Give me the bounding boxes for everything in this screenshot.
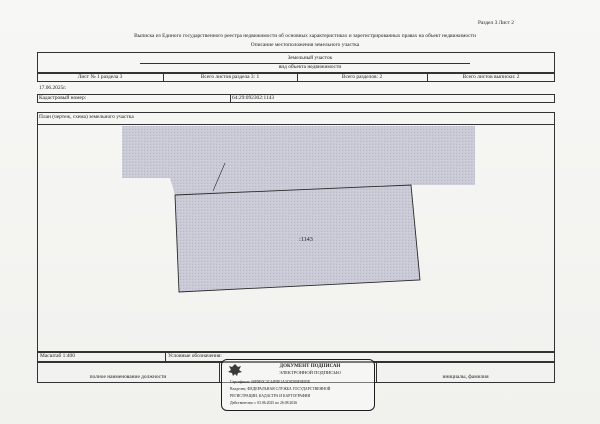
total-sections: Всего разделов: 2 [341, 74, 383, 80]
stamp-validity: Действителен: с 03.06.2025 по 26.08.2026 [230, 401, 298, 405]
stamp-title: ДОКУМЕНТ ПОДПИСАН [279, 364, 341, 369]
position-caption: полное наименование должности [89, 374, 167, 380]
document-subtitle: Описание местоположения земельного участка [250, 42, 360, 48]
object-type: Земельный участок [287, 55, 333, 61]
stamp-certificate: Сертификат: 00F8E0C3C44F8F1A3C9D80F0E85E [230, 380, 311, 384]
name-caption: инициалы, фамилия [442, 374, 489, 380]
sheet-number: Лист № 1 раздела 3 [77, 74, 123, 80]
legend-label: Условные обозначения: [168, 353, 222, 359]
parcel-label: :1143 [299, 236, 313, 243]
emblem-icon [226, 362, 244, 378]
total-sheets-extract: Всего листов выписки: 2 [462, 74, 520, 80]
electronic-signature-stamp [221, 359, 375, 411]
parcel-polygon [175, 185, 420, 292]
scale: Масштаб 1:400 [40, 353, 75, 359]
document-title: Выписка из Единого государственного реестра недвижимости об основных характеристиках и зарегистрированных правах на объект недвижимости [134, 33, 476, 39]
extract-date: 17.06.2025г. [39, 85, 67, 91]
total-sheets-section: Всего листов раздела 3: 1 [200, 74, 260, 80]
scale-divider [165, 352, 166, 362]
page-reference: Раздел 3 Лист 2 [478, 20, 514, 26]
signature-divider [219, 362, 220, 383]
stamp-owner: Владелец: ФЕДЕРАЛЬНАЯ СЛУЖБА ГОСУДАРСТВЕННОЙ [230, 387, 331, 391]
object-type-caption: вид объекта недвижимости [278, 64, 342, 70]
plan-caption: План (чертеж, схема) земельного участка [39, 114, 134, 120]
stamp-owner-cont: РЕГИСТРАЦИИ, КАДАСТРА И КАРТОГРАФИИ [230, 394, 311, 398]
adjacent-area [122, 126, 475, 195]
cadastral-label: Кадастровый номер: [39, 95, 87, 101]
cadastral-number: 64:29:092302:1143 [232, 95, 275, 101]
stamp-subtitle: ЭЛЕКТРОННОЙ ПОДПИСЬЮ [279, 370, 341, 375]
